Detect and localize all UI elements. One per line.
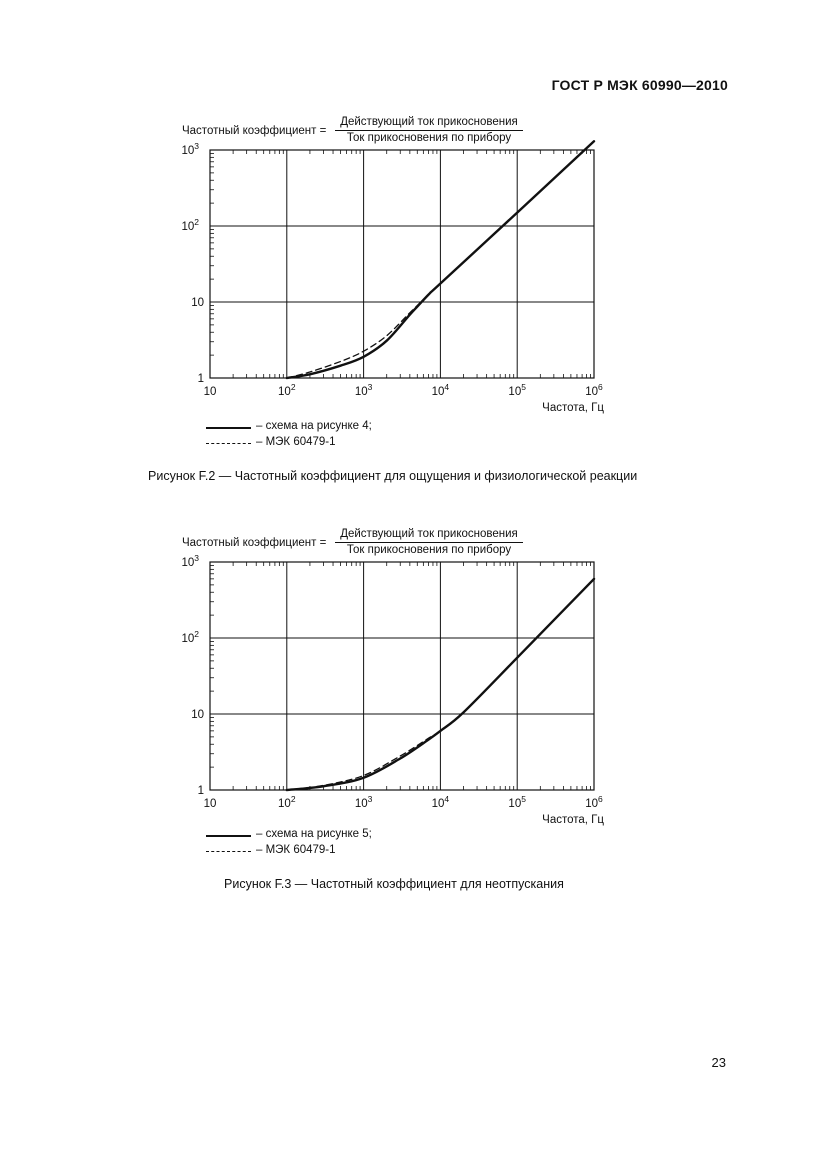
formula-numerator: Действующий ток прикосновения bbox=[335, 528, 523, 543]
x-tick-label: $10^4$ bbox=[431, 382, 450, 398]
x-axis-label: Частота, Гц bbox=[542, 814, 604, 826]
legend-dashed-line bbox=[206, 443, 251, 444]
formula-denominator: Ток прикосновения по прибору bbox=[346, 132, 512, 144]
y-tick-label: $10^2$ bbox=[181, 217, 199, 233]
chart-plot bbox=[0, 108, 826, 438]
x-tick-label: $10^5$ bbox=[508, 382, 526, 398]
y-tick-label: 1 bbox=[197, 373, 204, 385]
y-tick-label: 10 bbox=[191, 709, 204, 721]
legend-dashed-line bbox=[206, 851, 251, 852]
legend-label: – схема на рисунке 4; bbox=[256, 420, 372, 432]
x-tick-label: 10 bbox=[203, 386, 217, 398]
x-tick-label: $10^2$ bbox=[278, 794, 296, 810]
figure-f3 bbox=[0, 520, 826, 900]
figure-caption: Рисунок F.2 — Частотный коэффициент для ощущения и физиологической реакции bbox=[148, 469, 638, 483]
x-axis-label: Частота, Гц bbox=[542, 402, 604, 414]
x-tick-label: $10^3$ bbox=[354, 794, 373, 810]
chart-plot bbox=[0, 520, 826, 850]
x-tick-label: $10^4$ bbox=[431, 794, 450, 810]
legend-solid-line bbox=[206, 427, 251, 429]
x-tick-label: $10^3$ bbox=[354, 382, 373, 398]
figure-caption: Рисунок F.3 — Частотный коэффициент для неотпускания bbox=[224, 877, 564, 891]
legend-label: – МЭК 60479-1 bbox=[256, 436, 336, 448]
legend-label: – схема на рисунке 5; bbox=[256, 828, 372, 840]
x-tick-label: 10 bbox=[203, 798, 217, 810]
figure-f2 bbox=[0, 108, 826, 488]
x-tick-label: $10^5$ bbox=[508, 794, 526, 810]
plot-frame bbox=[210, 150, 594, 378]
x-tick-label: $10^6$ bbox=[585, 382, 603, 398]
formula-numerator: Действующий ток прикосновения bbox=[335, 116, 523, 131]
y-tick-label: $10^3$ bbox=[181, 141, 199, 157]
y-tick-label: 10 bbox=[191, 297, 204, 309]
x-tick-label: $10^6$ bbox=[585, 794, 603, 810]
formula-lhs: Частотный коэффициент = bbox=[182, 125, 327, 137]
x-tick-label: $10^2$ bbox=[278, 382, 296, 398]
formula-denominator: Ток прикосновения по прибору bbox=[346, 544, 512, 556]
legend-label: – МЭК 60479-1 bbox=[256, 844, 336, 856]
plot-frame bbox=[210, 562, 594, 790]
y-tick-label: $10^3$ bbox=[181, 553, 199, 569]
formula-lhs: Частотный коэффициент = bbox=[182, 537, 327, 549]
legend-solid-line bbox=[206, 835, 251, 837]
page-number: 23 bbox=[711, 1055, 726, 1070]
y-tick-label: 1 bbox=[197, 785, 204, 797]
document-header: ГОСТ Р МЭК 60990—2010 bbox=[551, 77, 728, 93]
y-tick-label: $10^2$ bbox=[181, 629, 199, 645]
